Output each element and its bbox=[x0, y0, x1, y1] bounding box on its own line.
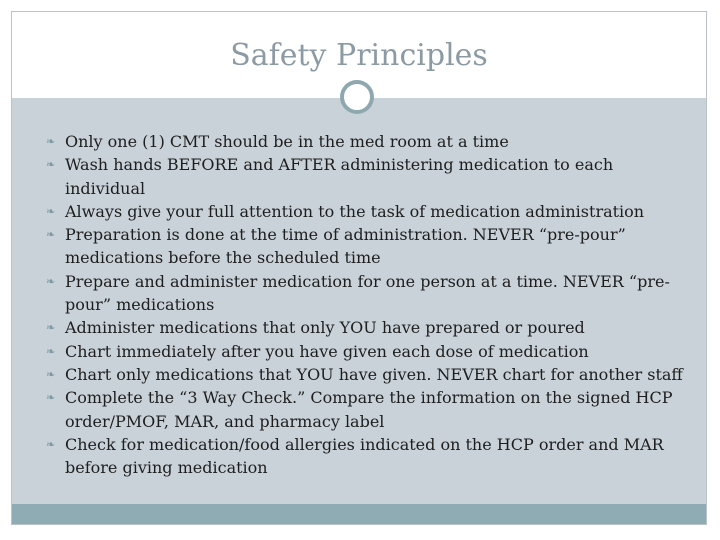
bullet-text: Wash hands BEFORE and AFTER administering medication to each individual bbox=[65, 155, 614, 198]
flower-bullet-icon: ❧ bbox=[46, 274, 56, 288]
flower-bullet-icon: ❧ bbox=[46, 367, 56, 381]
bullet-text: Preparation is done at the time of administration. NEVER “pre-pour” medications before the scheduled time bbox=[65, 225, 626, 268]
flower-bullet-icon: ❧ bbox=[46, 158, 56, 172]
divider-ring-icon bbox=[340, 80, 374, 114]
flower-bullet-icon: ❧ bbox=[46, 344, 56, 358]
bullet-item bbox=[46, 316, 686, 339]
bullet-text: Always give your full attention to the task of medication administration bbox=[65, 201, 645, 221]
bullet-text: Prepare and administer medication for one person at a time. NEVER “pre-pour” medications bbox=[65, 271, 670, 315]
flower-bullet-icon: ❧ bbox=[46, 135, 56, 148]
flower-bullet-icon: ❧ bbox=[46, 204, 56, 218]
bullet-item bbox=[46, 130, 686, 153]
bullet-item bbox=[46, 200, 686, 223]
flower-bullet-icon: ❧ bbox=[46, 321, 56, 335]
slide-title: Safety Principles bbox=[230, 38, 488, 73]
bullet-text: Only one (1) CMT should be in the med room at a time bbox=[65, 132, 509, 151]
flower-bullet-icon: ❧ bbox=[46, 437, 56, 451]
bullet-item bbox=[46, 433, 686, 480]
bullet-text: Complete the “3 Way Check.” Compare the information on the signed HCP order/PMOF, MAR, and pharmacy label bbox=[65, 388, 673, 431]
bullet-text: Check for medication/food allergies indicated on the HCP order and MAR before giving medication bbox=[65, 434, 664, 478]
bullet-item bbox=[46, 386, 686, 433]
flower-bullet-icon: ❧ bbox=[46, 391, 56, 405]
flower-bullet-icon: ❧ bbox=[46, 228, 56, 242]
bullet-item bbox=[46, 223, 686, 270]
bullet-text: Chart immediately after you have given each dose of medication bbox=[65, 341, 589, 361]
bullet-item bbox=[46, 340, 686, 363]
bullet-text: Administer medications that only YOU have prepared or poured bbox=[65, 318, 585, 338]
bullet-item bbox=[46, 270, 686, 317]
bullet-list bbox=[46, 130, 686, 479]
footer-bar bbox=[12, 504, 706, 524]
bullet-item bbox=[46, 153, 686, 200]
bullet-text: Chart only medications that YOU have given. NEVER chart for another staff bbox=[65, 364, 683, 384]
bullet-item bbox=[46, 363, 686, 386]
